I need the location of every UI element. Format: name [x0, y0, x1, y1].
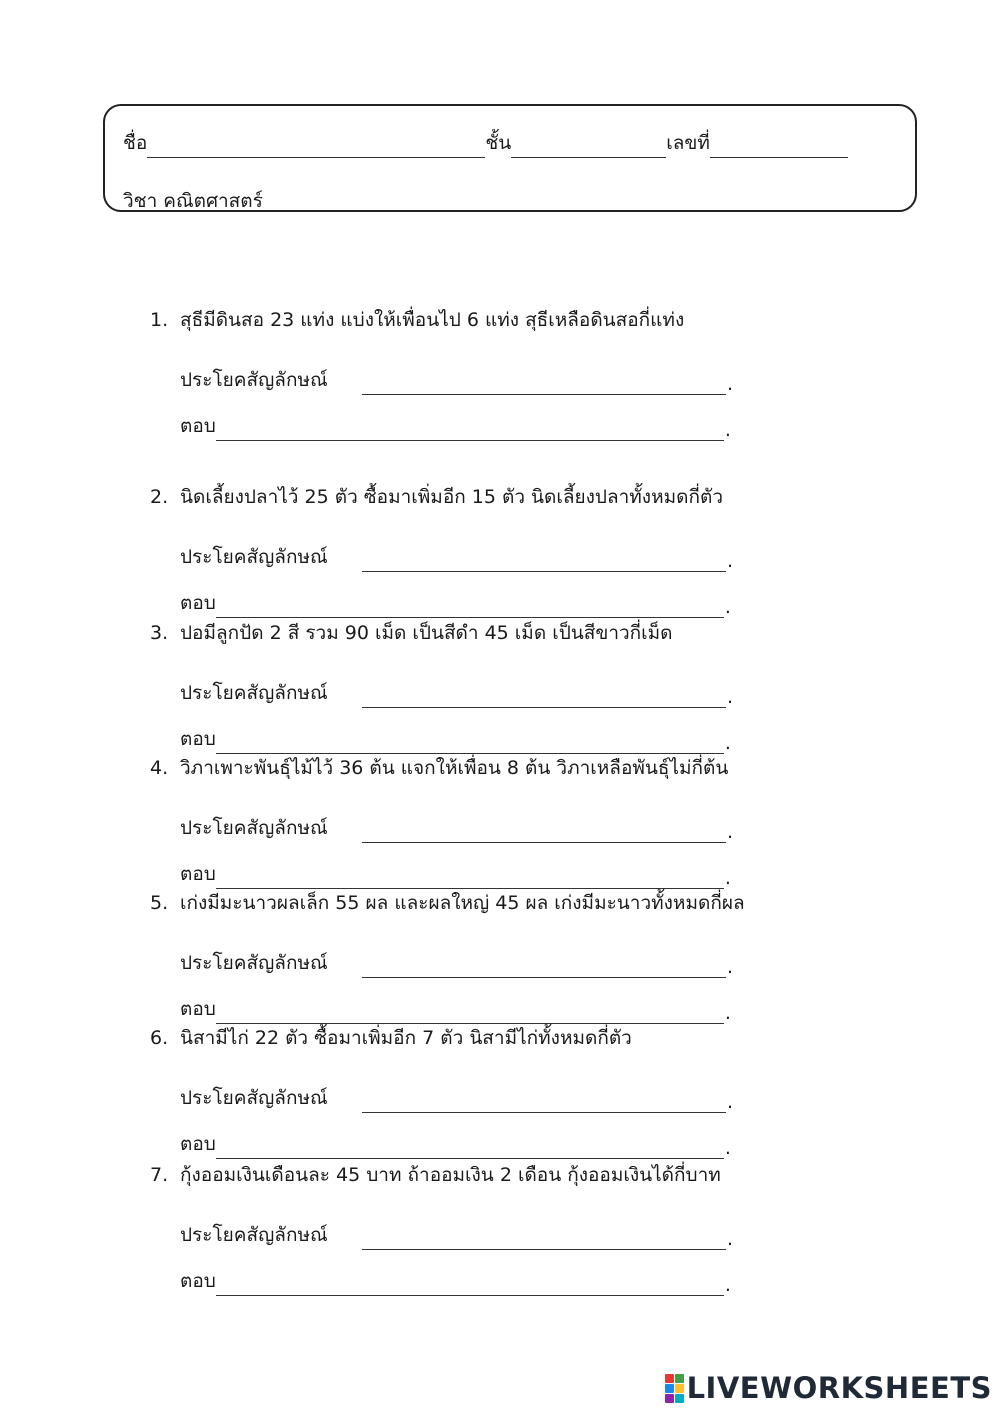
- line-end-dot: .: [727, 686, 734, 708]
- liveworksheets-logo: [665, 1371, 992, 1405]
- sentence-row-5: [180, 948, 733, 978]
- question-6: [150, 1023, 790, 1053]
- answer-row-4: [180, 859, 731, 889]
- question-number: 3.: [150, 622, 169, 644]
- class-field[interactable]: [511, 139, 666, 158]
- line-end-dot: .: [727, 1228, 734, 1250]
- line-end-dot: .: [724, 419, 731, 441]
- question-number: 7.: [150, 1164, 169, 1186]
- answer-row-2: [180, 588, 731, 618]
- line-end-dot: .: [727, 550, 734, 572]
- answer-label: ตอบ: [180, 415, 216, 437]
- name-label: ชื่อ: [123, 132, 148, 154]
- question-text: ปอมีลูกปัด 2 สี รวม 90 เม็ด เป็นสีดำ 45 เม็ด เป็นสีขาวกี่เม็ด: [180, 622, 673, 644]
- answer-label: ตอบ: [180, 998, 216, 1020]
- answer-label: ตอบ: [180, 1270, 216, 1292]
- question-4: [150, 753, 790, 783]
- question-text: เก่งมีมะนาวผลเล็ก 55 ผล และผลใหญ่ 45 ผล เก่งมีมะนาวทั้งหมดกี่ผล: [180, 892, 745, 914]
- question-number: 5.: [150, 892, 169, 914]
- answer-field[interactable]: [216, 599, 724, 618]
- sentence-label: ประโยคสัญลักษณ์: [180, 817, 328, 839]
- line-end-dot: .: [724, 867, 731, 889]
- line-end-dot: .: [724, 732, 731, 754]
- sentence-answer-field[interactable]: [362, 553, 726, 572]
- answer-label: ตอบ: [180, 592, 216, 614]
- question-text: วิภาเพาะพันธุ์ไม้ไว้ 36 ต้น แจกให้เพื่อน 8 ต้น วิภาเหลือพันธุ์ไม่กี่ต้น: [180, 757, 729, 779]
- answer-field[interactable]: [216, 870, 724, 889]
- answer-label: ตอบ: [180, 728, 216, 750]
- answer-row-5: [180, 994, 731, 1024]
- answer-label: ตอบ: [180, 863, 216, 885]
- question-number: 1.: [150, 309, 169, 331]
- sentence-row-6: [180, 1083, 733, 1113]
- question-7: [150, 1160, 790, 1190]
- question-text: สุธีมีดินสอ 23 แท่ง แบ่งให้เพื่อนไป 6 แท่ง สุธีเหลือดินสอกี่แท่ง: [180, 309, 685, 331]
- question-number: 6.: [150, 1027, 169, 1049]
- line-end-dot: .: [727, 956, 734, 978]
- answer-field[interactable]: [216, 1140, 724, 1159]
- answer-field[interactable]: [216, 422, 724, 441]
- number-field[interactable]: [710, 139, 848, 158]
- sentence-row-3: [180, 678, 733, 708]
- question-text: นิดเลี้ยงปลาไว้ 25 ตัว ซื้อมาเพิ่มอีก 15 ตัว นิดเลี้ยงปลาทั้งหมดกี่ตัว: [180, 486, 723, 508]
- sentence-answer-field[interactable]: [362, 824, 726, 843]
- class-label: ชั้น: [485, 132, 512, 154]
- sentence-row-1: [180, 365, 733, 395]
- liveworksheets-icon: [665, 1374, 684, 1403]
- student-info-row: [123, 128, 848, 158]
- line-end-dot: .: [727, 821, 734, 843]
- sentence-answer-field[interactable]: [362, 376, 726, 395]
- sentence-label: ประโยคสัญลักษณ์: [180, 546, 328, 568]
- line-end-dot: .: [724, 596, 731, 618]
- sentence-answer-field[interactable]: [362, 1094, 726, 1113]
- answer-field[interactable]: [216, 1277, 724, 1296]
- sentence-label: ประโยคสัญลักษณ์: [180, 1224, 328, 1246]
- sentence-label: ประโยคสัญลักษณ์: [180, 1087, 328, 1109]
- answer-row-3: [180, 724, 731, 754]
- answer-row-1: [180, 411, 731, 441]
- subject-label: วิชา คณิตศาสตร์: [123, 190, 263, 212]
- line-end-dot: .: [724, 1002, 731, 1024]
- number-label: เลขที่: [666, 132, 710, 154]
- sentence-row-7: [180, 1220, 733, 1250]
- answer-label: ตอบ: [180, 1133, 216, 1155]
- sentence-row-2: [180, 542, 733, 572]
- sentence-label: ประโยคสัญลักษณ์: [180, 369, 328, 391]
- sentence-label: ประโยคสัญลักษณ์: [180, 952, 328, 974]
- question-1: [150, 305, 790, 335]
- sentence-answer-field[interactable]: [362, 959, 726, 978]
- question-5: [150, 888, 790, 918]
- student-info-box: [103, 104, 917, 212]
- question-text: นิสามีไก่ 22 ตัว ซื้อมาเพิ่มอีก 7 ตัว นิสามีไก่ทั้งหมดกี่ตัว: [180, 1027, 632, 1049]
- answer-row-6: [180, 1129, 731, 1159]
- answer-field[interactable]: [216, 735, 724, 754]
- question-number: 2.: [150, 486, 169, 508]
- sentence-answer-field[interactable]: [362, 1231, 726, 1250]
- sentence-row-4: [180, 813, 733, 843]
- line-end-dot: .: [727, 1091, 734, 1113]
- brand-text: LIVEWORKSHEETS: [686, 1371, 992, 1405]
- name-field[interactable]: [147, 139, 485, 158]
- sentence-label: ประโยคสัญลักษณ์: [180, 682, 328, 704]
- question-3: [150, 618, 790, 648]
- line-end-dot: .: [724, 1274, 731, 1296]
- question-2: [150, 482, 790, 512]
- sentence-answer-field[interactable]: [362, 689, 726, 708]
- answer-field[interactable]: [216, 1005, 724, 1024]
- question-number: 4.: [150, 757, 169, 779]
- line-end-dot: .: [724, 1137, 731, 1159]
- answer-row-7: [180, 1266, 731, 1296]
- line-end-dot: .: [727, 373, 734, 395]
- question-text: กุ้งออมเงินเดือนละ 45 บาท ถ้าออมเงิน 2 เดือน กุ้งออมเงินได้กี่บาท: [180, 1164, 721, 1186]
